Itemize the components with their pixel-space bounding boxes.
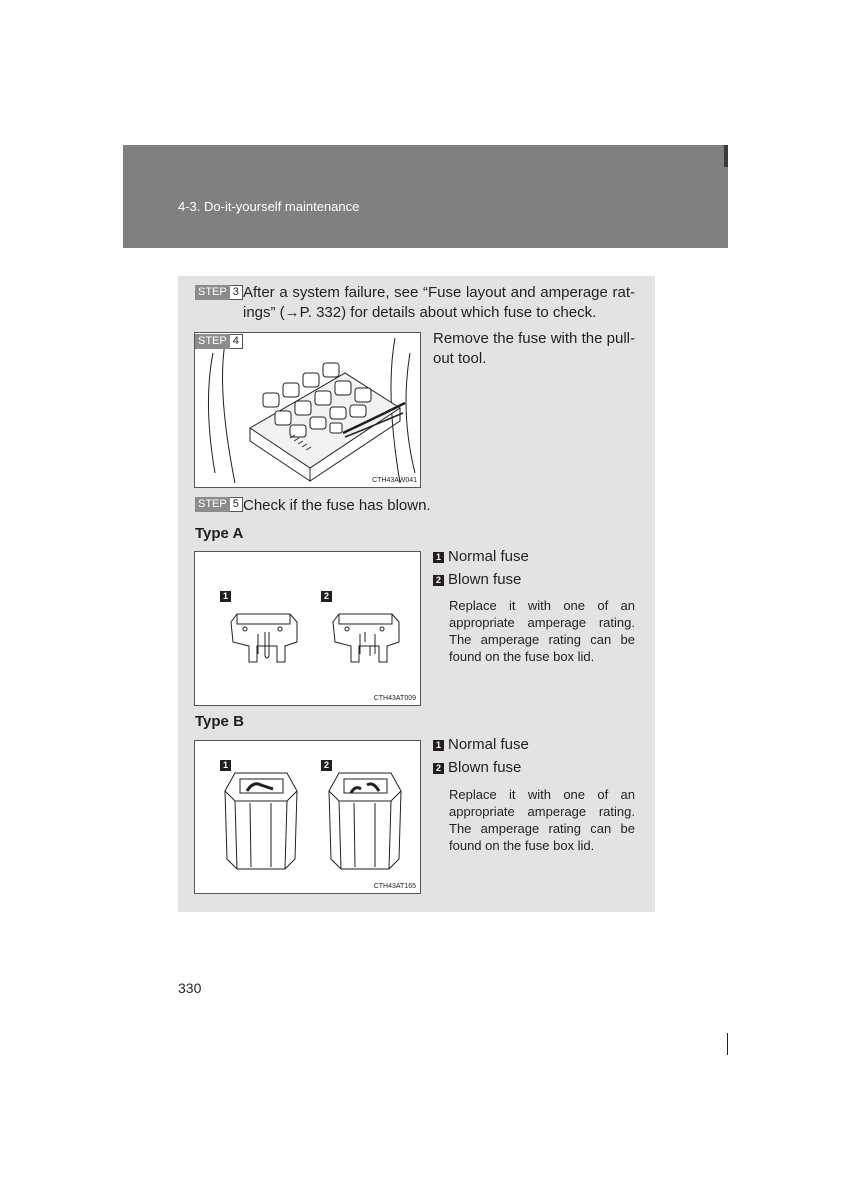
type-a-description — [449, 597, 635, 665]
type-b-fuses-illustration — [195, 741, 420, 893]
header-edge-mark — [724, 145, 728, 167]
type-b-figure — [194, 740, 421, 894]
fuse-box-illustration — [195, 333, 420, 487]
header-band — [123, 145, 728, 248]
step-4-text-line1: Remove the fuse with the pull- — [433, 330, 635, 347]
step-3-text-line1: After a system failure, see “Fuse layout and amperage rat- — [243, 284, 635, 301]
description-line: Replace it with one of an — [449, 787, 635, 802]
figure-code: CTH43AT165 — [373, 883, 416, 890]
type-a-legend-blown — [433, 571, 521, 588]
figure-code: CTH43AW041 — [372, 477, 417, 484]
figure-marker-1: 1 — [220, 760, 231, 771]
legend-marker-2: 2 — [433, 575, 444, 586]
step-4-badge — [195, 334, 243, 349]
legend-label: Blown fuse — [448, 759, 522, 776]
description-line: found on the fuse box lid. — [449, 838, 595, 853]
fuse-box-figure — [194, 332, 421, 488]
step-label: STEP — [195, 334, 230, 349]
page-number: 330 — [178, 980, 202, 996]
margin-mark — [727, 1033, 728, 1055]
description-line: The amperage rating can be — [449, 821, 635, 836]
description-line: appropriate amperage rating. — [449, 804, 635, 819]
legend-label: Normal fuse — [448, 736, 529, 753]
description-line: The amperage rating can be — [449, 632, 635, 647]
step-number: 4 — [230, 334, 243, 349]
figure-marker-1: 1 — [220, 591, 231, 602]
legend-marker-1: 1 — [433, 552, 444, 563]
step-3-badge — [195, 285, 243, 300]
type-a-fuses-illustration — [195, 552, 420, 705]
figure-code: CTH43AT009 — [373, 695, 416, 702]
type-b-legend-blown — [433, 759, 521, 776]
legend-label: Blown fuse — [448, 571, 522, 588]
type-a-heading: Type A — [195, 525, 244, 542]
description-line: found on the fuse box lid. — [449, 649, 595, 664]
step-3-text-line2: ings” (→P. 332) for details about which fuse to check. — [243, 304, 597, 321]
step-label: STEP — [195, 497, 230, 512]
legend-label: Normal fuse — [448, 548, 529, 565]
section-title: 4-3. Do-it-yourself maintenance — [178, 199, 360, 214]
legend-marker-1: 1 — [433, 740, 444, 751]
type-a-legend-normal — [433, 548, 529, 565]
step-4-text-line2: out tool. — [433, 350, 487, 367]
type-b-heading: Type B — [195, 713, 244, 730]
figure-marker-2: 2 — [321, 591, 332, 602]
type-b-legend-normal — [433, 736, 529, 753]
type-a-figure — [194, 551, 421, 706]
step-number: 3 — [230, 285, 243, 300]
step-number: 5 — [230, 497, 243, 512]
description-line: appropriate amperage rating. — [449, 615, 635, 630]
step-5-text: Check if the fuse has blown. — [243, 497, 431, 514]
figure-marker-2: 2 — [321, 760, 332, 771]
legend-marker-2: 2 — [433, 763, 444, 774]
description-line: Replace it with one of an — [449, 598, 635, 613]
type-b-description — [449, 786, 635, 854]
step-5-badge — [195, 497, 243, 512]
step-label: STEP — [195, 285, 230, 300]
